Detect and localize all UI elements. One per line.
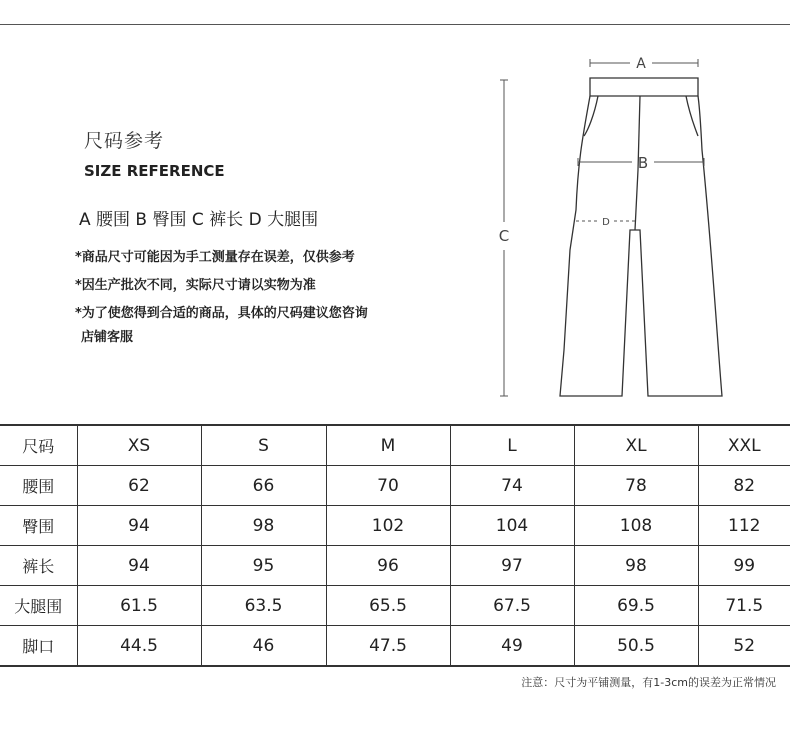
table-cell: 96	[326, 546, 450, 586]
table-cell: 98	[201, 506, 326, 546]
pants-outline	[560, 96, 722, 396]
table-cell: 108	[574, 506, 698, 546]
size-reference-title-cn: 尺码参考	[84, 130, 165, 152]
table-cell: 71.5	[698, 586, 790, 626]
table-cell: 49	[450, 626, 574, 667]
table-cell: 94	[77, 506, 201, 546]
table-cell: 102	[326, 506, 450, 546]
note-consult-service-cont: 店铺客服	[81, 330, 134, 345]
dimension-d-label: D	[602, 217, 610, 228]
table-row-leg-opening	[0, 626, 790, 667]
table-cell: 82	[698, 466, 790, 506]
table-cell: 52	[698, 626, 790, 667]
table-cell: 104	[450, 506, 574, 546]
waistband-outline	[590, 78, 698, 96]
table-cell: 74	[450, 466, 574, 506]
measurement-footnote: 注意：尺寸为平铺测量，有1-3cm的误差为正常情况	[521, 676, 776, 689]
note-consult-service: *为了使您得到合适的商品，具体的尺码建议您咨询	[75, 306, 368, 321]
header-cell-xs: XS	[77, 425, 201, 466]
table-cell: 95	[201, 546, 326, 586]
table-cell: 66	[201, 466, 326, 506]
note-measurement-error: *商品尺寸可能因为手工测量存在误差，仅供参考	[75, 250, 355, 265]
dimension-c-label: C	[498, 227, 510, 245]
row-label-cell: 臀围	[0, 506, 77, 546]
measurement-legend: A 腰围 B 臀围 C 裤长 D 大腿围	[79, 210, 319, 230]
table-cell: 63.5	[201, 586, 326, 626]
row-label-cell: 腰围	[0, 466, 77, 506]
header-cell-xl: XL	[574, 425, 698, 466]
table-row-thigh	[0, 586, 790, 626]
table-row-waist	[0, 466, 790, 506]
right-pocket	[686, 96, 698, 136]
table-row-hip	[0, 506, 790, 546]
table-cell: 97	[450, 546, 574, 586]
dimension-b-label: B	[637, 154, 649, 172]
pants-diagram	[490, 50, 750, 410]
row-label-cell: 大腿围	[0, 586, 77, 626]
table-cell: 46	[201, 626, 326, 667]
table-cell: 61.5	[77, 586, 201, 626]
table-cell: 44.5	[77, 626, 201, 667]
table-cell: 99	[698, 546, 790, 586]
header-cell-s: S	[201, 425, 326, 466]
table-cell: 70	[326, 466, 450, 506]
table-cell: 94	[77, 546, 201, 586]
table-header-row	[0, 425, 790, 466]
table-cell: 67.5	[450, 586, 574, 626]
table-cell: 69.5	[574, 586, 698, 626]
header-cell-xxl: XXL	[698, 425, 790, 466]
table-cell: 65.5	[326, 586, 450, 626]
size-reference-title-en: SIZE REFERENCE	[84, 162, 225, 180]
header-cell-m: M	[326, 425, 450, 466]
table-row-length	[0, 546, 790, 586]
dimension-a-label: A	[636, 56, 646, 72]
table-cell: 78	[574, 466, 698, 506]
table-cell: 47.5	[326, 626, 450, 667]
note-batch-difference: *因生产批次不同，实际尺寸请以实物为准	[75, 278, 316, 293]
header-cell-size: 尺码	[0, 425, 77, 466]
row-label-cell: 裤长	[0, 546, 77, 586]
table-cell: 62	[77, 466, 201, 506]
table-cell: 98	[574, 546, 698, 586]
top-divider	[0, 24, 790, 25]
header-cell-l: L	[450, 425, 574, 466]
table-cell: 50.5	[574, 626, 698, 667]
size-table	[0, 424, 790, 667]
row-label-cell: 脚口	[0, 626, 77, 667]
table-cell: 112	[698, 506, 790, 546]
